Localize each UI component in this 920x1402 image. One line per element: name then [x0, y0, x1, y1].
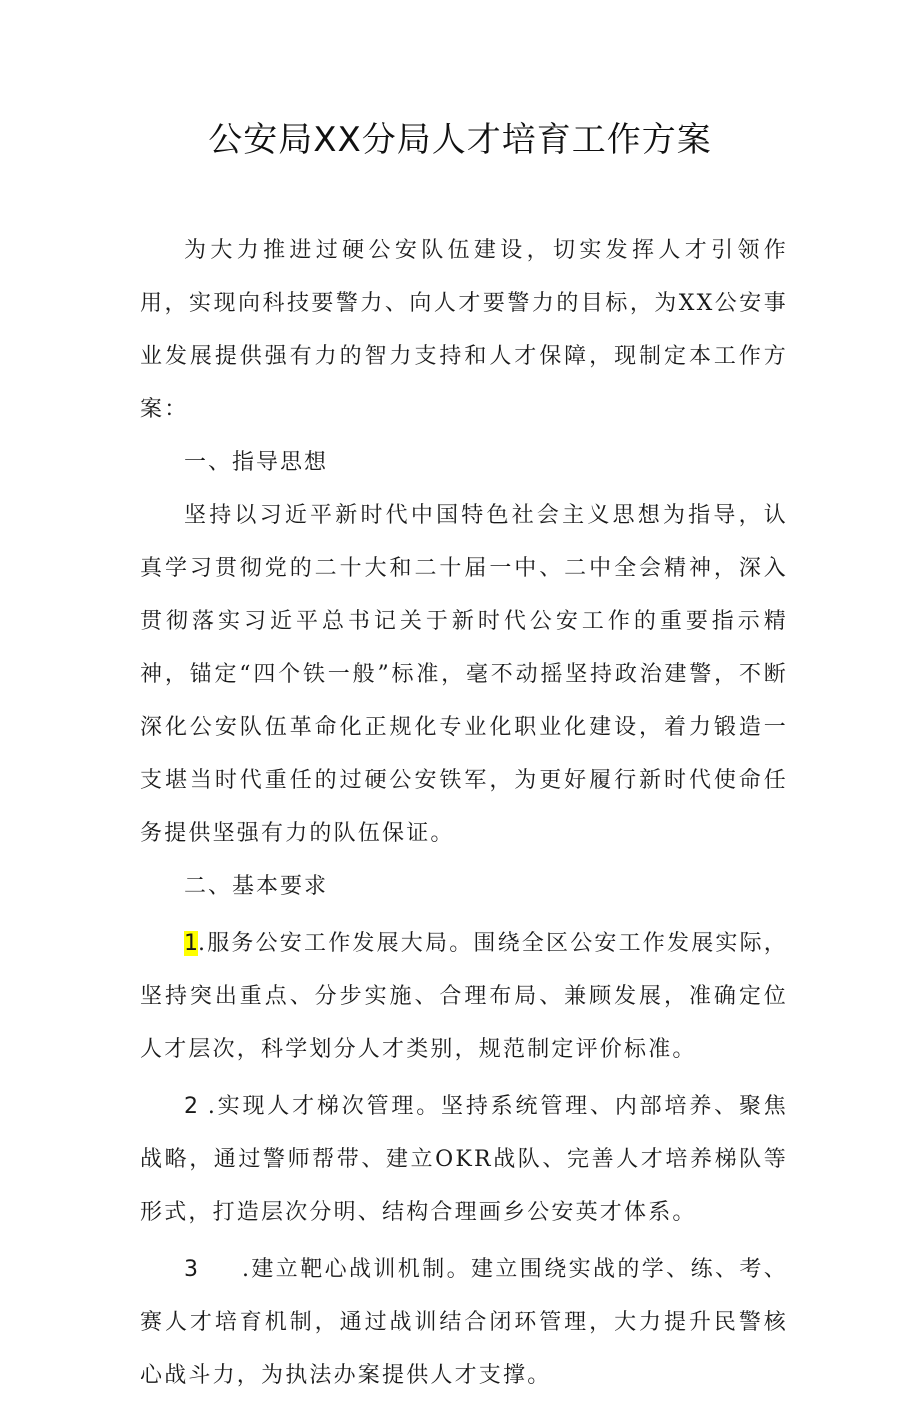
document-title: 公安局XX分局人才培育工作方案 [208, 120, 712, 160]
guiding-thought-paragraph: 坚持以习近平新时代中国特色社会主义思想为指导，认真学习贯彻党的二十大和二十届一中、二中全会精神，深入贯彻落实习近平总书记关于新时代公安工作的重要指示精神，锚定“四个铁一般”标准，毫不动摇坚持政治建警，不断深化公安队伍革命化正规化专业化职业化建设，着力锻造一支堪当时代重任的过硬公安铁军，为更好履行新时代使命任务提供坚强有力的队伍保证。 [140, 503, 788, 846]
item-number-highlight: 1 [184, 931, 198, 956]
requirement-item-1 [140, 917, 788, 1076]
item-text: .实现人才梯次管理。坚持系统管理、内部培养、聚焦战略，通过警师帮带、建立OKR战队、完善人才培养梯队等形式，打造层次分明、结构合理画乡公安英才体系。 [140, 1094, 788, 1225]
item-number: 3 [184, 1257, 198, 1282]
document-body [140, 224, 788, 1402]
item-text: .建立靶心战训机制。建立围绕实战的学、练、考、赛人才培育机制，通过战训结合闭环管理，大力提升民警核心战斗力，为执法办案提供人才支撑。 [140, 1257, 788, 1388]
requirement-item-2 [140, 1080, 788, 1239]
intro-paragraph: 为大力推进过硬公安队伍建设，切实发挥人才引领作用，实现向科技要警力、向人才要警力的目标，为XX公安事业发展提供强有力的智力支持和人才保障，现制定本工作方案： [140, 238, 788, 422]
requirement-item-3 [140, 1243, 788, 1402]
section-heading-basic-requirements: 二、基本要求 [184, 874, 329, 899]
item-number: 2 [184, 1094, 198, 1119]
item-text: .服务公安工作发展大局。围绕全区公安工作发展实际，坚持突出重点、分步实施、合理布局、兼顾发展，准确定位人才层次，科学划分人才类别，规范制定评价标准。 [140, 931, 788, 1062]
section-heading-guiding-thought: 一、指导思想 [184, 450, 329, 475]
